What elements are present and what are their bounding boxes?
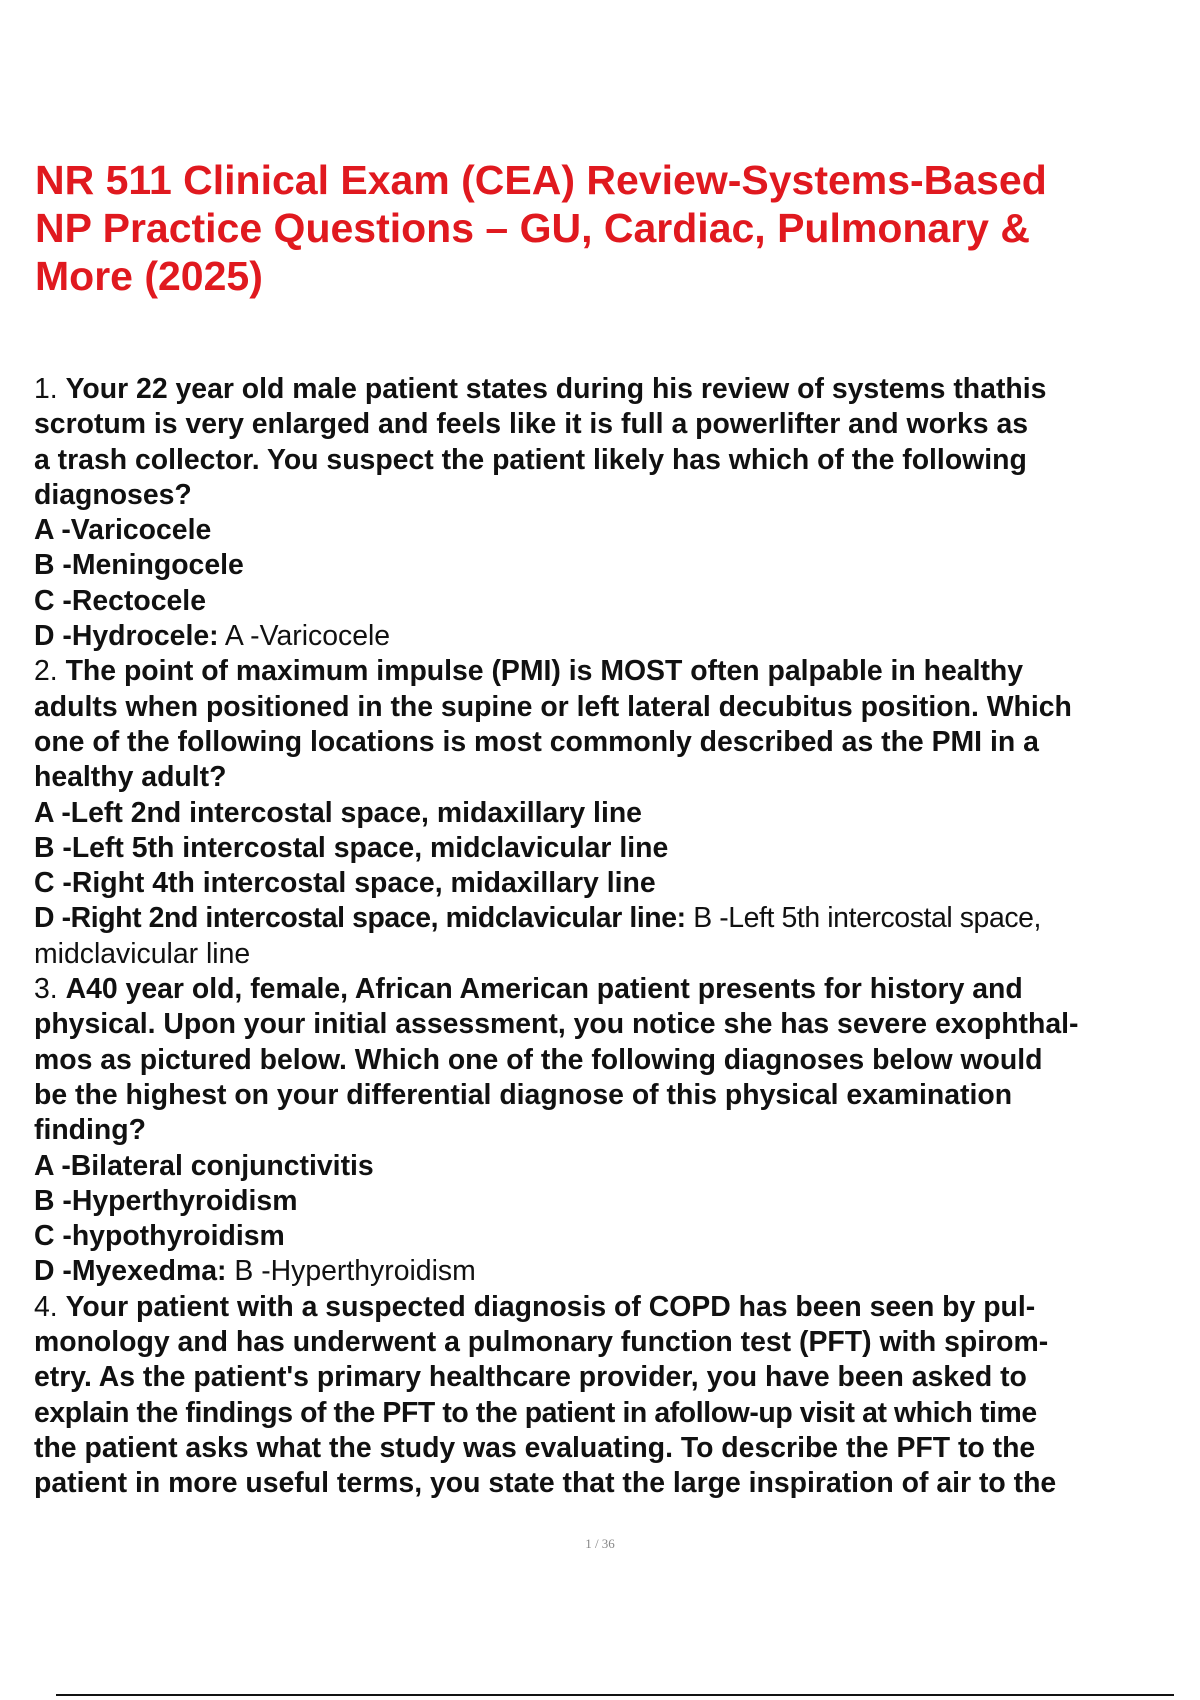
- answer-option-c: C -hypothyroidism: [34, 1220, 285, 1253]
- title-line: More (2025): [35, 253, 263, 299]
- question-2: [34, 654, 1184, 972]
- question-stem-line: diagnoses?: [34, 478, 192, 511]
- question-list: [34, 372, 1184, 1502]
- question-stem-line: etry. As the patient's primary healthcare provider, you have been asked to: [34, 1361, 1027, 1394]
- answer-option-c: C -Rectocele: [34, 584, 206, 617]
- question-stem-line: monology and has underwent a pulmonary function test (PFT) with spirom-: [34, 1326, 1049, 1359]
- answer-option-d: D -Right 2nd intercostal space, midclavicular line:: [34, 902, 686, 935]
- answer-option-a: A -Left 2nd intercostal space, midaxillary line: [34, 796, 642, 829]
- question-stem-line: adults when positioned in the supine or left lateral decubitus position. Which: [34, 690, 1072, 723]
- question-stem-line: The point of maximum impulse (PMI) is MOST often palpable in healthy: [65, 655, 1024, 688]
- question-stem-line: Your patient with a suspected diagnosis of COPD has been seen by pul-: [65, 1290, 1036, 1323]
- question-stem-line: patient in more useful terms, you state that the large inspiration of air to the: [34, 1467, 1057, 1500]
- answer-option-b: B -Meningocele: [34, 549, 244, 582]
- question-stem-line: the patient asks what the study was evaluating. To describe the PFT to the: [34, 1431, 1036, 1464]
- question-3: [34, 972, 1184, 1290]
- correct-answer: B -Hyperthyroidism: [234, 1255, 476, 1288]
- document-title: [35, 156, 1175, 300]
- title-line: NR 511 Clinical Exam (CEA) Review-Systems-Based: [35, 157, 1047, 203]
- question-stem-line: a trash collector. You suspect the patient likely has which of the following: [34, 443, 1027, 476]
- title-line: NP Practice Questions – GU, Cardiac, Pulmonary &: [35, 205, 1030, 251]
- question-stem-line: explain the findings of the PFT to the patient in afollow-up visit at which time: [34, 1396, 1037, 1429]
- question-stem-line: finding?: [34, 1114, 146, 1147]
- question-number: 4.: [34, 1290, 58, 1323]
- answer-option-d: D -Myexedma:: [34, 1255, 227, 1288]
- answer-option-b: B -Left 5th intercostal space, midclavicular line: [34, 831, 669, 864]
- answer-option-b: B -Hyperthyroidism: [34, 1184, 298, 1217]
- question-number: 2.: [34, 655, 58, 688]
- question-4: [34, 1290, 1184, 1502]
- question-stem-line: healthy adult?: [34, 761, 227, 794]
- answer-option-c: C -Right 4th intercostal space, midaxillary line: [34, 867, 656, 900]
- question-stem-line: A40 year old, female, African American patient presents for history and: [65, 973, 1023, 1006]
- question-stem-line: one of the following locations is most commonly described as the PMI in a: [34, 725, 1039, 758]
- question-number: 1.: [34, 373, 58, 405]
- question-1: [34, 372, 1184, 654]
- question-stem-line: be the highest on your differential diagnose of this physical examination: [34, 1078, 1013, 1111]
- question-stem-line: scrotum is very enlarged and feels like it is full a powerlifter and works as: [34, 408, 1029, 441]
- correct-answer-continued: midclavicular line: [34, 937, 251, 970]
- question-stem-line: physical. Upon your initial assessment, you notice she has severe exophthal-: [34, 1008, 1079, 1041]
- answer-option-a: A -Bilateral conjunctivitis: [34, 1149, 374, 1182]
- answer-option-d: D -Hydrocele:: [34, 620, 219, 653]
- page-divider: [56, 1694, 1174, 1696]
- question-number: 3.: [34, 973, 58, 1006]
- question-stem-line: Your 22 year old male patient states during his review of systems thathis: [65, 373, 1047, 405]
- correct-answer: A -Varicocele: [224, 620, 391, 653]
- page-number: 1 / 36: [585, 1536, 615, 1551]
- question-stem-line: mos as pictured below. Which one of the following diagnoses below would: [34, 1043, 1043, 1076]
- correct-answer: B -Left 5th intercostal space,: [693, 902, 1042, 935]
- answer-option-a: A -Varicocele: [34, 514, 212, 547]
